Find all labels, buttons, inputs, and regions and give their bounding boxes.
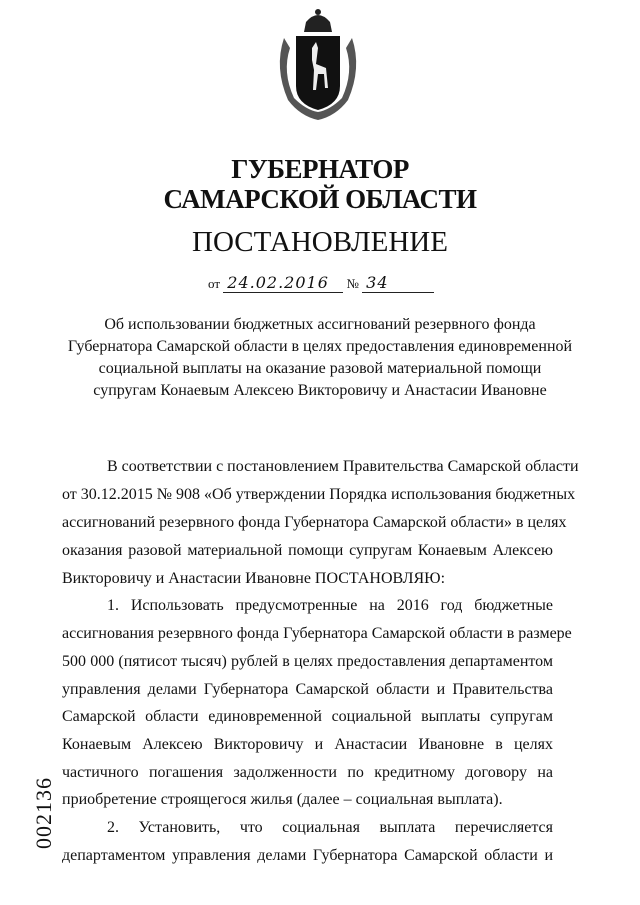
handwritten-date: 24.02.2016 (223, 274, 343, 293)
body-line: ассигнований резервного фонда Губернатора Самарской области» в целях (62, 514, 567, 531)
body-line: В соответствии с постановлением Правительства Самарской области (107, 458, 579, 475)
body-line: приобретение строящегося жилья (далее – социальная выплата). (62, 791, 503, 808)
number-prefix: № (346, 276, 359, 291)
body-line: ассигнования резервного фонда Губернатора Самарской области в размере (62, 625, 572, 642)
subject-line: Об использовании бюджетных ассигнований резервного фонда (104, 316, 536, 333)
subject-line: Губернатора Самарской области в целях предоставления единовременной (67, 338, 573, 355)
body-line: частичного погашения задолженности по кредитному договору на (62, 764, 553, 781)
document-type-title: ПОСТАНОВЛЕНИЕ (192, 226, 448, 258)
body-line: оказания разовой материальной помощи супругам Конаевым Алексею (62, 542, 553, 559)
handwritten-number: 34 (362, 274, 434, 293)
body-line: 500 000 (пятисот тысяч) рублей в целях предоставления департаментом (62, 653, 553, 670)
date-number-line (208, 274, 434, 293)
body-line: Самарской области единовременной социальной выплаты супругам (62, 708, 553, 725)
body-line: 2. Установить, что социальная выплата перечисляется (107, 819, 553, 836)
body-line: управления делами Губернатора Самарской области и Правительства (62, 681, 553, 698)
authority-title-line1: ГУБЕРНАТОР (231, 154, 409, 184)
subject-line: супругам Конаевым Алексею Викторовичу и Анастасии Ивановне (93, 382, 547, 399)
authority-title-line2: САМАРСКОЙ ОБЛАСТИ (163, 184, 477, 214)
body-line: департаментом управления делами Губернатора Самарской области и (62, 847, 553, 864)
body-line: Викторовичу и Анастасии Ивановне ПОСТАНОВЛЯЮ: (62, 570, 446, 587)
coat-of-arms-emblem (270, 8, 366, 124)
registration-stamp-number: 002136 (31, 777, 56, 849)
subject-line: социальной выплаты на оказание разовой материальной помощи (98, 360, 542, 377)
body-line: от 30.12.2015 № 908 «Об утверждении Порядка использования бюджетных (62, 486, 576, 503)
body-line: 1. Использовать предусмотренные на 2016 год бюджетные (107, 597, 553, 614)
date-prefix: от (208, 276, 221, 291)
body-line: Конаевым Алексею Викторовичу и Анастасии Ивановне в целях (62, 736, 553, 753)
